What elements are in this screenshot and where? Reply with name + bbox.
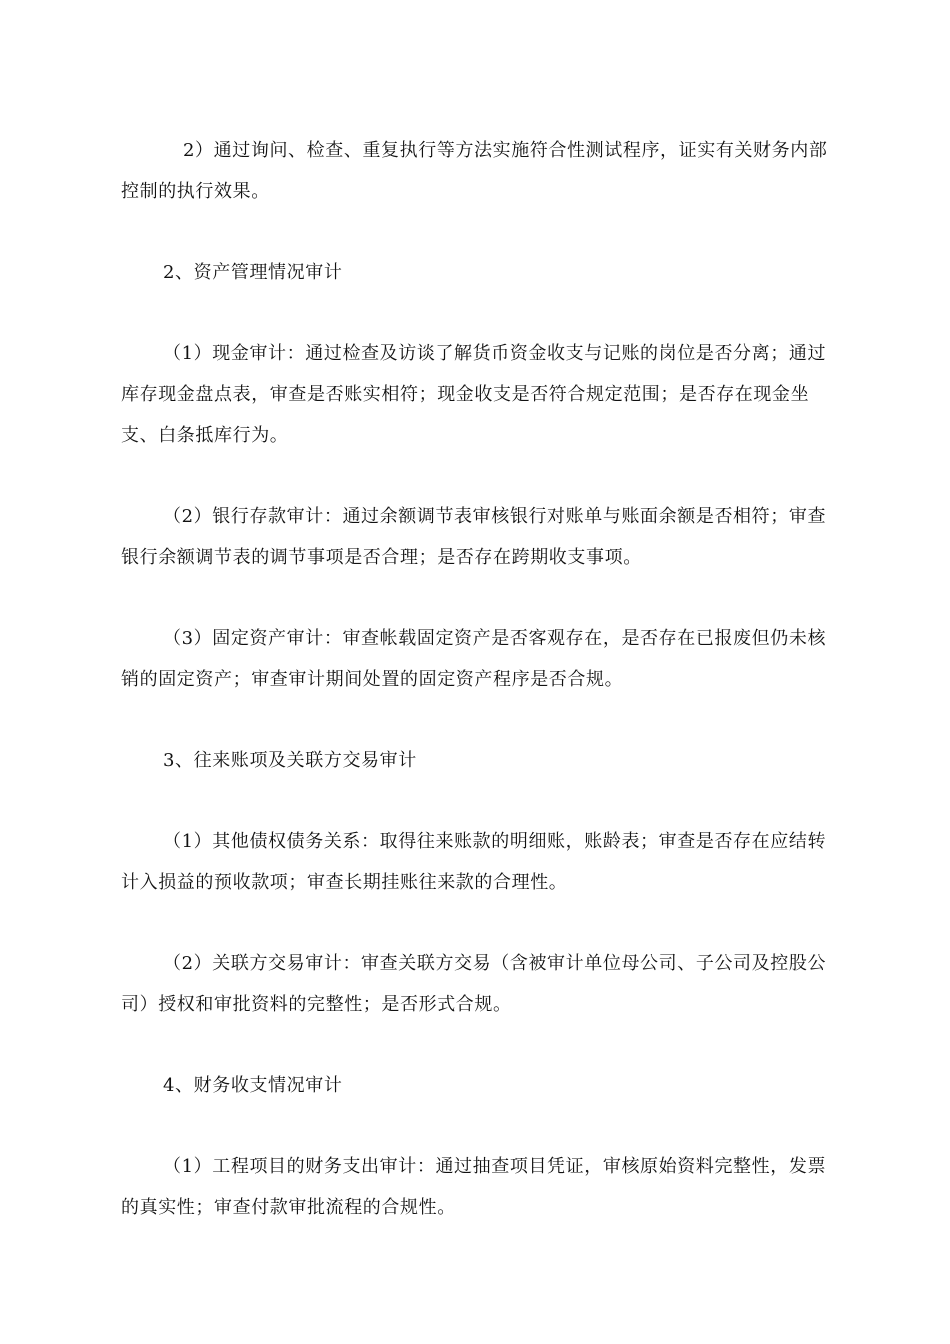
paragraph-project-expense-audit: （1）工程项目的财务支出审计：通过抽查项目凭证，审核原始资料完整性，发票的真实性；审查付款审批流程的合规性。: [121, 1156, 827, 1218]
paragraph-cash-audit: （1）现金审计：通过检查及访谈了解货币资金收支与记账的岗位是否分离；通过库存现金盘点表，审查是否账实相符；现金收支是否符合规定范围；是否存在现金坐支、白条抵库行为。: [121, 343, 827, 446]
heading-financial-revenue-expense-audit: 4、财务收支情况审计: [163, 1075, 343, 1096]
document-body: [121, 130, 843, 1268]
paragraph-other-claims-debts: （1）其他债权债务关系：取得往来账款的明细账，账龄表；审查是否存在应结转计入损益的预收款项；审查长期挂账往来款的合理性。: [121, 831, 827, 893]
heading-asset-management-audit: 2、资产管理情况审计: [163, 262, 343, 283]
paragraph-fixed-asset-audit: （3）固定资产审计：审查帐载固定资产是否客观存在，是否存在已报废但仍未核销的固定资产；审查审计期间处置的固定资产程序是否合规。: [121, 628, 827, 690]
paragraph-bank-deposit-audit: （2）银行存款审计：通过余额调节表审核银行对账单与账面余额是否相符；审查银行余额调节表的调节事项是否合理；是否存在跨期收支事项。: [121, 506, 827, 568]
heading-receivables-related-party-audit: 3、往来账项及关联方交易审计: [163, 750, 417, 771]
paragraph-related-party-audit: （2）关联方交易审计：审查关联方交易（含被审计单位母公司、子公司及控股公司）授权和审批资料的完整性；是否形式合规。: [121, 953, 827, 1015]
paragraph-compliance-test: 2）通过询问、检查、重复执行等方法实施符合性测试程序，证实有关财务内部控制的执行效果。: [121, 140, 828, 202]
